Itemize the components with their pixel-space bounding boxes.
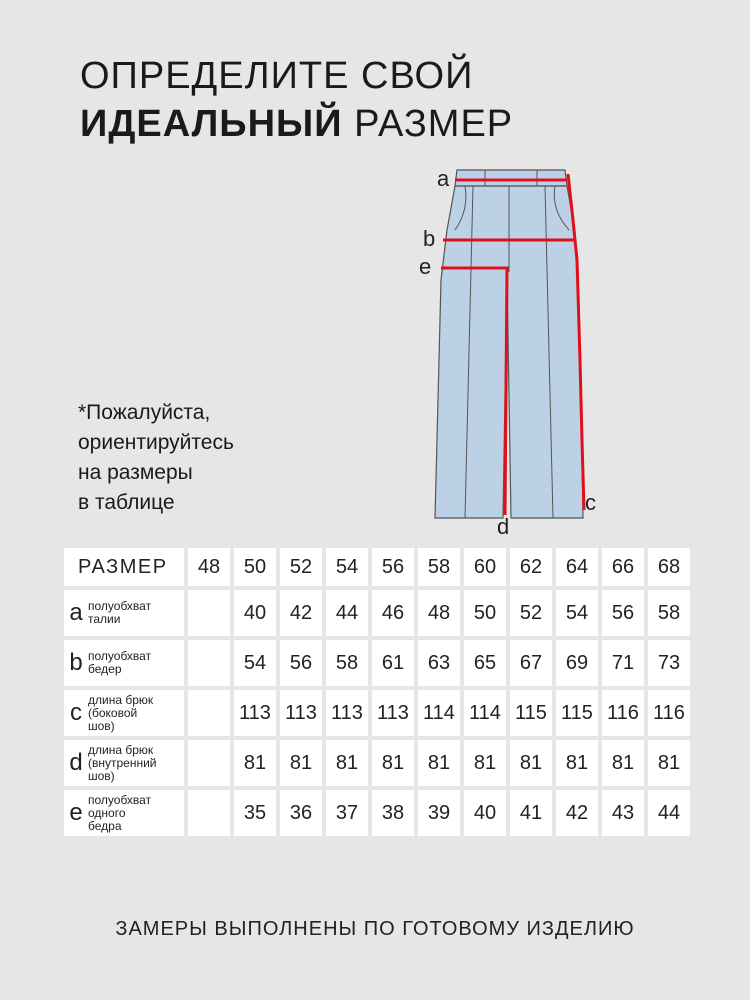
- title-line-2: [80, 100, 513, 148]
- note-line-4: в таблице: [78, 491, 175, 514]
- table-cell: 56: [602, 590, 644, 636]
- desc-line: шов): [88, 718, 115, 733]
- table-cell: 56: [280, 640, 322, 686]
- size-62: 62: [510, 548, 552, 586]
- size-68: 68: [648, 548, 690, 586]
- table-cell: 36: [280, 790, 322, 836]
- table-cell: 67: [510, 640, 552, 686]
- row-description: [88, 744, 157, 783]
- trousers-diagram: [405, 160, 615, 545]
- row-description: [88, 694, 153, 733]
- waistband: [455, 170, 567, 186]
- desc-line: (внутренний: [88, 755, 157, 770]
- row-label: [64, 790, 184, 836]
- row-description: [88, 600, 151, 626]
- size-64: 64: [556, 548, 598, 586]
- table-cell: 114: [418, 690, 460, 736]
- table-row: [64, 690, 690, 736]
- note-line-2: ориентируйтесь: [78, 431, 234, 454]
- row-letter: e: [69, 799, 83, 826]
- table-cell: 46: [372, 590, 414, 636]
- table-cell: 116: [602, 690, 644, 736]
- label-c: c: [585, 490, 596, 515]
- table-cell: 35: [234, 790, 276, 836]
- desc-line: длина брюк: [88, 692, 154, 707]
- table-row: [64, 790, 690, 836]
- table-cell: 81: [418, 740, 460, 786]
- label-d: d: [497, 514, 510, 539]
- table-row: [64, 640, 690, 686]
- table-header-row: [64, 548, 690, 586]
- table-cell: 113: [326, 690, 368, 736]
- table-cell: 44: [648, 790, 690, 836]
- row-letter: c: [70, 699, 82, 726]
- table-cell: 115: [556, 690, 598, 736]
- table-cell: 63: [418, 640, 460, 686]
- table-cell: 113: [280, 690, 322, 736]
- note-line-1: *Пожалуйста,: [78, 401, 211, 424]
- row-description: [88, 794, 151, 833]
- table-cell: 61: [372, 640, 414, 686]
- table-cell: 81: [326, 740, 368, 786]
- title-rest: РАЗМЕР: [342, 103, 514, 145]
- size-54: 54: [326, 548, 368, 586]
- table-cell: 42: [280, 590, 322, 636]
- row-label: [64, 640, 184, 686]
- table-cell: 54: [556, 590, 598, 636]
- table-cell: 81: [234, 740, 276, 786]
- table-cell: 81: [510, 740, 552, 786]
- desc-line: длина брюк: [88, 742, 154, 757]
- table-cell: [188, 790, 230, 836]
- label-e: e: [419, 254, 432, 279]
- table-cell: 113: [372, 690, 414, 736]
- table-cell: 71: [602, 640, 644, 686]
- table-cell: 40: [234, 590, 276, 636]
- size-note: [78, 398, 234, 518]
- row-letter: a: [69, 599, 83, 626]
- table-cell: 44: [326, 590, 368, 636]
- row-letter: d: [69, 749, 83, 776]
- title-line-1: ОПРЕДЕЛИТЕ СВОЙ: [80, 55, 474, 97]
- size-56: 56: [372, 548, 414, 586]
- table-cell: 52: [510, 590, 552, 636]
- table-cell: 65: [464, 640, 506, 686]
- table-row: [64, 740, 690, 786]
- footer-note: ЗАМЕРЫ ВЫПОЛНЕНЫ ПО ГОТОВОМУ ИЗДЕЛИЮ: [115, 918, 635, 940]
- table-cell: 42: [556, 790, 598, 836]
- table-cell: 54: [234, 640, 276, 686]
- table-cell: 38: [372, 790, 414, 836]
- table-cell: 37: [326, 790, 368, 836]
- table-cell: [188, 690, 230, 736]
- size-50: 50: [234, 548, 276, 586]
- table-cell: 39: [418, 790, 460, 836]
- table-cell: 48: [418, 590, 460, 636]
- label-a: a: [437, 166, 450, 191]
- desc-line: полуобхват: [88, 792, 152, 807]
- table-cell: 81: [464, 740, 506, 786]
- row-label: [64, 590, 184, 636]
- desc-line: (боковой: [88, 705, 138, 720]
- table-cell: [188, 640, 230, 686]
- row-letter: b: [69, 649, 83, 676]
- table-cell: 81: [280, 740, 322, 786]
- size-66: 66: [602, 548, 644, 586]
- table-cell: [188, 590, 230, 636]
- desc-line: полуобхват: [88, 649, 152, 663]
- desc-line: бедра: [88, 818, 122, 833]
- table-cell: [188, 740, 230, 786]
- title-bold-word: ИДЕАЛЬНЫЙ: [80, 103, 343, 145]
- table-cell: 81: [556, 740, 598, 786]
- size-table: [60, 544, 694, 840]
- label-b: b: [423, 226, 436, 251]
- table-cell: 40: [464, 790, 506, 836]
- desc-line: бедер: [88, 662, 122, 676]
- desc-line: одного: [88, 805, 126, 820]
- table-cell: 81: [372, 740, 414, 786]
- desc-line: полуобхват: [88, 599, 152, 613]
- size-52: 52: [280, 548, 322, 586]
- table-cell: 113: [234, 690, 276, 736]
- size-58: 58: [418, 548, 460, 586]
- page-title: [80, 52, 513, 148]
- table-row: [64, 590, 690, 636]
- row-label: [64, 740, 184, 786]
- table-cell: 115: [510, 690, 552, 736]
- table-cell: 81: [648, 740, 690, 786]
- row-description: [88, 650, 151, 676]
- size-header-cell: РАЗМЕР: [64, 548, 184, 586]
- table-cell: 114: [464, 690, 506, 736]
- table-cell: 43: [602, 790, 644, 836]
- desc-line: талии: [88, 612, 121, 626]
- table-cell: 50: [464, 590, 506, 636]
- table-cell: 41: [510, 790, 552, 836]
- note-line-3: на размеры: [78, 461, 193, 484]
- table-cell: 81: [602, 740, 644, 786]
- size-48: 48: [188, 548, 230, 586]
- size-60: 60: [464, 548, 506, 586]
- desc-line: шов): [88, 768, 115, 783]
- table-cell: 58: [648, 590, 690, 636]
- table-cell: 116: [648, 690, 690, 736]
- table-cell: 69: [556, 640, 598, 686]
- row-label: [64, 690, 184, 736]
- table-cell: 58: [326, 640, 368, 686]
- table-cell: 73: [648, 640, 690, 686]
